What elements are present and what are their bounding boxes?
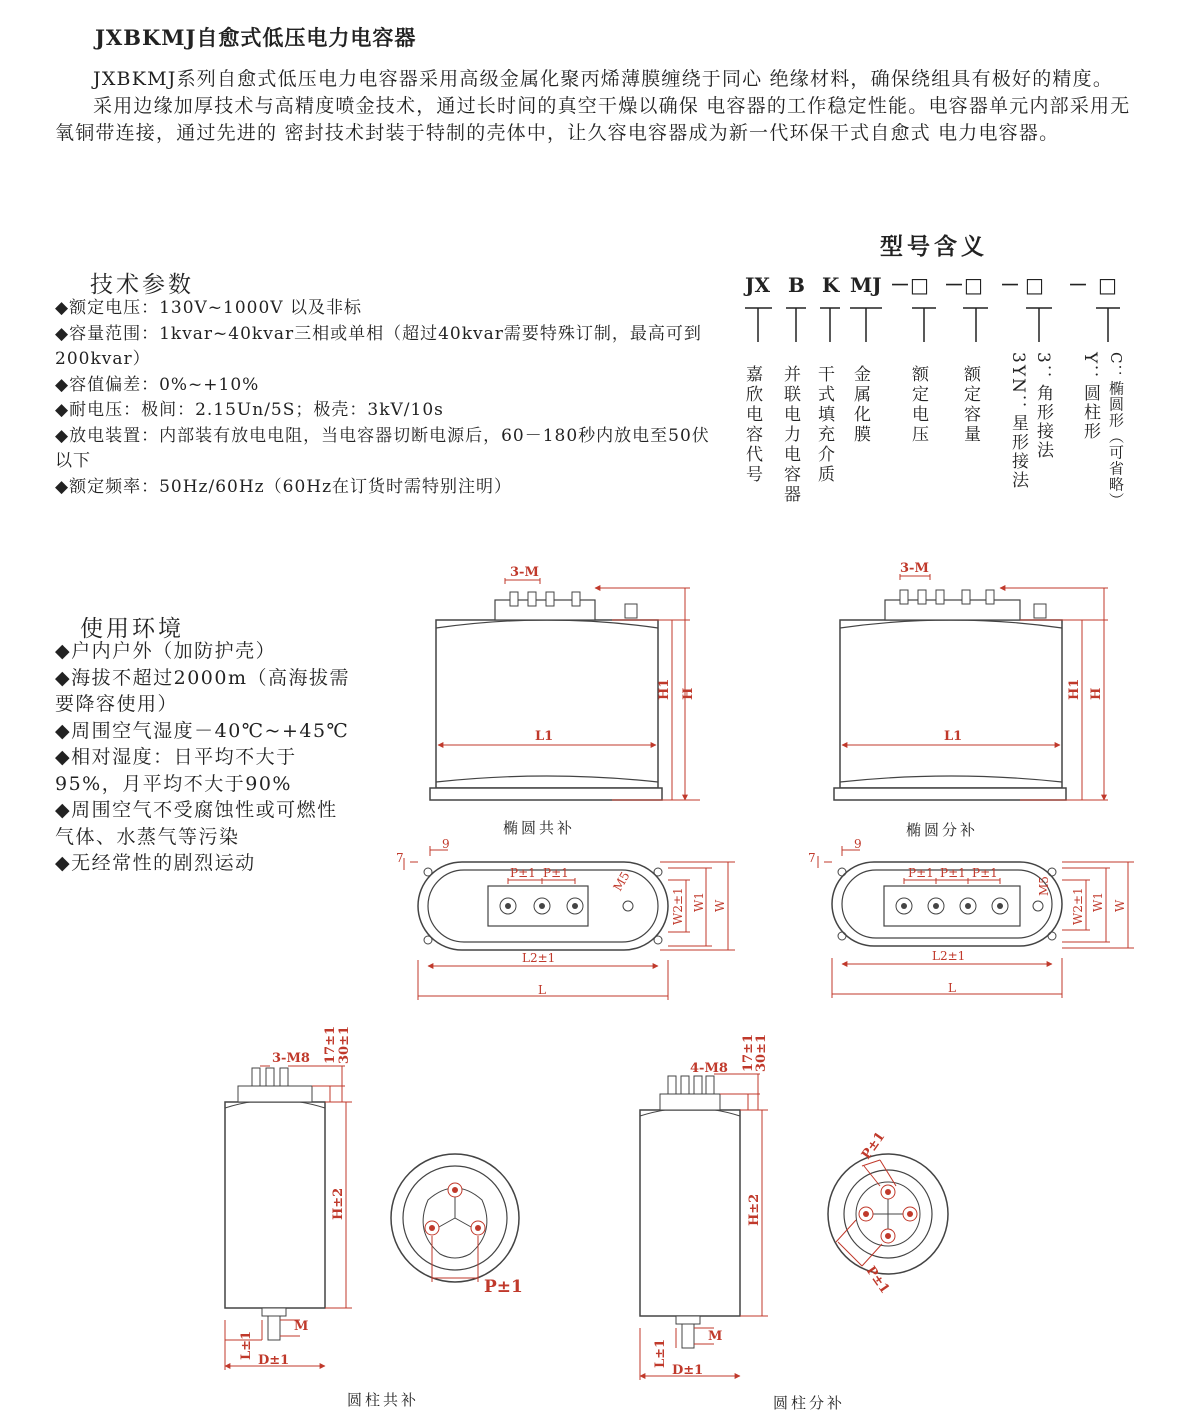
model-meaning: 额定电压 (908, 365, 928, 445)
dim-label: H±2 (331, 1187, 346, 1220)
env-item: ◆户内户外（加防护壳） (55, 640, 277, 662)
dim-label: L±1 (239, 1330, 254, 1360)
oval-common-front-drawing (430, 565, 700, 837)
oval-split-top-drawing (808, 837, 1134, 998)
dim-label: 7 (808, 851, 816, 865)
dim-label: L2±1 (522, 951, 556, 965)
dim-label: P±1 (908, 866, 934, 880)
intro-paragraph-1: JXBKMJ系列自愈式低压电力电容器采用高级金属化聚丙烯薄膜缠绕于同心 绝缘材料，确保绕组具有极好的精度。 (93, 68, 1114, 90)
dim-label: L±1 (653, 1338, 668, 1368)
dim-label: 17±1 (741, 1033, 756, 1072)
dim-label: 17±1 (323, 1025, 338, 1064)
cylinder-split-top-drawing (828, 1129, 948, 1296)
dim-label: L1 (535, 729, 554, 744)
dim-label: W2±1 (671, 887, 685, 925)
dim-label: M (294, 1319, 309, 1334)
dim-label: D±1 (258, 1353, 290, 1368)
model-code: JX (745, 273, 770, 297)
model-code: － (1000, 273, 1020, 297)
env-item: ◆海拔不超过2000m（高海拔需要降容使用） (55, 666, 350, 715)
model-code: □ (1098, 273, 1117, 297)
dim-label: P±1 (510, 866, 536, 880)
dim-label: L2±1 (932, 949, 966, 963)
dim-label: M5 (610, 869, 633, 894)
spec-item: ◆容量范围：1kvar~40kvar三相或单相（超过40kvar需要特殊订制，最高可到200kvar） (55, 323, 702, 369)
dim-label: H±2 (747, 1193, 762, 1226)
model-code: － (1068, 273, 1088, 297)
model-title: 型号含义 (880, 233, 988, 260)
dim-label: M (708, 1329, 723, 1344)
oval-common-caption: 椭圆共补 (503, 819, 576, 837)
dim-label: W1 (1091, 892, 1105, 912)
model-meaning: Y：圆柱形 (1080, 352, 1100, 442)
model-leader-lines (745, 308, 1120, 342)
env-item: ◆周围空气湿度－40℃~+45℃ (55, 719, 350, 742)
dim-label: H1 (1067, 678, 1082, 700)
dim-label: 3-M (900, 561, 929, 576)
spec-item: ◆额定电压：130V~1000V 以及非标 (55, 298, 362, 318)
env-item: ◆周围空气不受腐蚀性或可燃性气体、水蒸气等污染 (55, 799, 338, 848)
dim-label: H (1089, 687, 1104, 700)
spec-item: ◆耐电压：极间：2.15Un/5S；极壳：3kV/10s (55, 400, 444, 420)
model-meaning: C：椭圆形（可省略） (1107, 352, 1125, 509)
model-code: －□ (890, 273, 929, 297)
spec-item: ◆容值偏差：0%~+10% (55, 374, 260, 395)
dim-label: W1 (692, 892, 706, 912)
dim-label: 7 (396, 851, 404, 865)
env-item: ◆无经常性的剧烈运动 (55, 852, 256, 874)
dim-label: P±1 (543, 866, 569, 880)
env-title: 使用环境 (80, 616, 184, 642)
model-meaning: 干式填充介质 (814, 365, 834, 485)
dim-label: D±1 (672, 1363, 704, 1378)
dim-label: 3-M8 (272, 1051, 310, 1066)
cyl-split-caption: 圆柱分补 (773, 1394, 846, 1412)
dim-label: L1 (944, 729, 963, 744)
oval-split-front-drawing (834, 561, 1108, 839)
dim-label: W (1113, 899, 1127, 912)
dim-label: P±1 (858, 1129, 889, 1163)
model-meanings (742, 351, 1125, 508)
dim-label: P±1 (972, 866, 998, 880)
model-meaning: 3：角形接法 (1033, 352, 1053, 460)
dim-label: 9 (442, 837, 450, 851)
dim-label: H1 (657, 678, 672, 700)
dim-label: P±1 (484, 1277, 523, 1297)
model-code: □ (1025, 273, 1044, 297)
dim-label: 3-M (510, 565, 539, 580)
dim-label: 30±1 (337, 1025, 352, 1064)
dim-label: M5 (1037, 876, 1051, 896)
model-code: MJ (850, 273, 882, 297)
dim-label: P±1 (862, 1263, 893, 1297)
model-meaning: 嘉欣电容代号 (742, 365, 762, 485)
dim-label: P±1 (940, 866, 966, 880)
dim-label: W2±1 (1071, 887, 1085, 925)
model-code: K (822, 273, 840, 297)
dim-label: L (948, 981, 956, 995)
dim-label: W (713, 899, 727, 912)
dim-label: 4-M8 (690, 1061, 728, 1076)
dim-label: H (681, 687, 696, 700)
model-code: －□ (944, 273, 983, 297)
spec-item: ◆放电装置：内部装有放电电阻，当电容器切断电源后，60－180秒内放电至50伏以下 (55, 425, 710, 471)
model-code: B (788, 273, 805, 297)
intro-paragraph-2: 采用边缘加厚技术与高精度喷金技术，通过长时间的真空干燥以确保 电容器的工作稳定性能。电容器单元内部采用无氧铜带连接，通过先进的 密封技术封装于特制的壳体中，让久容电容器成为新一代环保干式自愈式 电力电容器。 (55, 95, 1131, 144)
model-meaning: 3YN：星形接法 (1008, 352, 1028, 490)
cyl-common-caption: 圆柱共补 (347, 1391, 420, 1409)
model-code-diagram (743, 273, 1117, 297)
env-item: ◆相对湿度：日平均不大于95%，月平均不大于90% (55, 746, 297, 795)
specs-title: 技术参数 (90, 272, 194, 298)
cylinder-split-side-drawing (640, 1034, 845, 1412)
cylinder-common-top-drawing (391, 1154, 523, 1297)
oval-split-caption: 椭圆分补 (906, 821, 979, 839)
model-meaning: 额定容量 (960, 365, 980, 445)
dim-label: L (538, 983, 546, 997)
cylinder-common-side-drawing (225, 1026, 419, 1409)
dim-label: 30±1 (754, 1033, 769, 1072)
model-meaning: 金属化膜 (850, 365, 870, 445)
spec-item: ◆额定频率：50Hz/60Hz（60Hz在订货时需特别注明） (55, 476, 513, 497)
dim-label: 9 (854, 837, 862, 851)
page-title: JXBKMJ自愈式低压电力电容器 (95, 25, 417, 50)
model-meaning: 并联电力电容器 (780, 365, 800, 505)
oval-common-top-drawing (396, 837, 735, 1000)
